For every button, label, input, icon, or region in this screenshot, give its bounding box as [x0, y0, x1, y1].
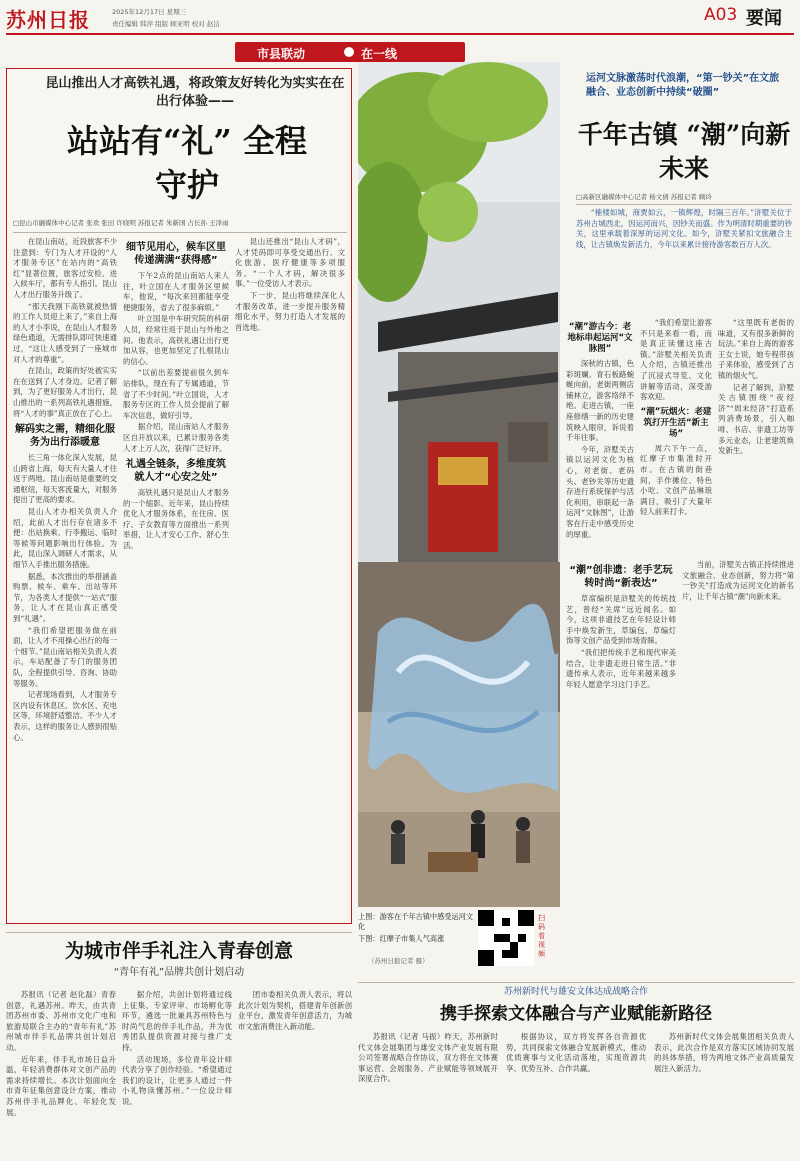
story2-byline: □高新区融媒体中心记者 杨文倩 苏报记者 顾玲: [576, 193, 712, 201]
story1-byline: □昆山市融媒体中心记者 张欢 张田 许晓明 苏报记者 朱新国 占长孙 王泽雨: [13, 219, 229, 227]
story2-lead-text: “榷楼如城，商贾如云，一镇辉煌，时隔三百年。”浒墅关位于苏州古城西北，因运河而兴，因钞关而盛。作为明清时期重要的钞关，这里承载着深厚的运河文化。如今，浒墅关紧扣文旅融合主线，让古镇焕发新活力，今年以来累计接待游客数百万人次。: [576, 208, 792, 249]
paragraph: 根据协议，双方将发挥各自资源优势，共同探索文体融合发展新模式，推动优质赛事与文化活动落地，实现资源共享、优势互补、合作共赢。: [506, 1032, 646, 1073]
story1-column-2: [123, 237, 229, 917]
paragraph: 在昆山，政策的好处被实实在在送到了人才身边。记者了解到，为了更好服务人才出行，昆山推出的一系列高铁礼遇措施，将“人才的事”真正放在了心上。: [13, 366, 117, 418]
paragraph: 下午2点的昆山南站人来人往，叶立国在人才服务区里候车，他说，“每次来回都能享受便捷服务，省去了很多麻烦。”: [123, 271, 229, 312]
story3-top-rule: [6, 932, 352, 933]
ancient-town-photo: [358, 62, 560, 562]
paragraph: 记者现场看到，人才服务专区内设有休息区、饮水区、充电区等，环境舒适整洁。不少人才表示，这样的服务让人感到很贴心。: [13, 690, 117, 742]
qr-code-icon[interactable]: [478, 910, 534, 966]
story1-column-1: [13, 237, 117, 917]
paragraph: 团市委相关负责人表示，将以此次计划为契机，搭建青年创新创业平台，激发青年创意活力，为城市文旅消费注入新动能。: [238, 990, 352, 1031]
story1-kicker: 昆山推出人才高铁礼遇，将政策友好转化为实实在在出行体验——: [45, 76, 345, 109]
paragraph: “这里既有老街的味道，又有很多新鲜的玩法。”来自上海的游客王女士说，她专程带孩子来体验，感受到了古镇的烟火气。: [718, 318, 794, 380]
story3-column-3: [238, 990, 352, 1156]
paragraph: 当前，浒墅关古镇正持续推进文旅融合、业态创新，努力将“第一钞关”打造成为运河文化的新名片，让千年古镇“潮”向新未来。: [682, 560, 794, 601]
story2-column-5: [682, 560, 794, 978]
story3-subtitle: “青年有礼”品牌共创计划启动: [113, 967, 245, 978]
paragraph: 据介绍，共创计划将通过线上征集、专家评审、市场孵化等环节，遴选一批兼具苏州特色与时尚气息的伴手礼作品，并为优秀团队提供资源对接与推广支持。: [122, 990, 232, 1052]
story2-byline-rule: [576, 204, 792, 205]
issue-date: 2025年12月17日 星期三: [112, 8, 187, 16]
story4-kicker: 苏州新时代与雄安文体达成战略合作: [503, 987, 648, 997]
paragraph: “那天我刚下高铁就被热情的工作人员迎上来了，”来自上海的人才小李说，在昆山人才服务绿色通道，无需排队即可快速通过，“这让人感受到了一座城市对人才的尊重”。: [13, 301, 117, 364]
story2-subhead-3: “潮”创非遗：老手艺玩转时尚“新表达”: [569, 565, 673, 589]
paragraph: 深秋的古镇，色彩斑斓。青石板路蜿蜒向前，老街两侧店铺林立，游客络绎不绝。走进古镇，一座座修缮一新的历史建筑映入眼帘，诉说着千年往事。: [566, 359, 634, 443]
paragraph: 周六下午一点，红摩子市集准时开市。在古镇的街巷间，手作摊位、特色小吃、文创产品琳琅满目，吸引了大量年轻人前来打卡。: [640, 443, 712, 517]
story1-subhead-2: 细节见用心，候车区里传递满满“获得感”: [126, 242, 226, 266]
masthead: [0, 0, 800, 38]
paragraph: 据悉，本次推出的举措涵盖购票、候车、乘车、出站等环节，为各类人才提供“一站式”服务，让人才在昆山真正感受到“礼遇”。: [13, 571, 117, 623]
story-kunshan-box: [6, 68, 352, 924]
story1-subhead-1: 解码实之需，精细化服务为出行添暖意: [15, 424, 115, 449]
paragraph: 苏报讯（记者 马振）昨天，苏州新时代文体会展集团与雄安文体产业发展有限公司签署战略合作协议，双方将在文体赛事运营、会展服务、产业赋能等领域展开深度合作。: [358, 1032, 498, 1084]
market-photo: [358, 562, 560, 907]
paragraph: 高铁礼遇只是昆山人才服务的一个缩影。近年来，昆山持续优化人才服务体系，在住房、医疗、子女教育等方面推出一系列举措，让人才安心工作、舒心生活。: [123, 488, 229, 551]
story4-column-1: [358, 1032, 498, 1156]
story1-column-3: [235, 237, 345, 917]
paragraph: 据介绍，昆山南站人才服务区自开放以来，已累计服务各类人才上万人次，获得广泛好评。: [123, 422, 229, 453]
story3-headline: 为城市伴手礼注入青春创意: [64, 940, 293, 962]
story1-byline-rule: [13, 232, 347, 233]
story2-column-3: [718, 318, 794, 550]
paragraph: 记者了解到，浒墅关古镇围绕“夜经济”“周末经济”打造系列消费场景，引入咖啡、书店、非遗工坊等多元业态，让老建筑焕发新生。: [718, 382, 794, 456]
paragraph: 活动现场，多位青年设计师代表分享了创作经验。“希望通过我们的设计，让更多人通过一件小礼物读懂苏州。”一位设计师说。: [122, 1054, 232, 1106]
photo-caption-credit: （苏州日报记者 摄）: [368, 957, 429, 965]
story2-lead: [576, 208, 792, 308]
page-number: A03: [704, 5, 738, 25]
paragraph: 苏报讯（记者 赵化磊）青春创意，礼遇苏州。昨天，由共青团苏州市委、苏州市文化广电和旅游局联合主办的“青年有礼”苏州城市伴手礼品牌共创计划启动。: [6, 990, 116, 1052]
story1-subhead-3: 礼遇全链条，多维度筑就人才“心安之处”: [126, 459, 226, 484]
masthead-rule: [6, 33, 794, 35]
paragraph: 在昆山南站，近段旅客不少注意到：专门为人才开设的“人才服务专区”在站内的“高铁红”显著位置，旅客过安检、进入候车厅，都有专人指引。昆山人才出行服务升级了。: [13, 237, 117, 299]
paragraph: “我们希望让游客不只是来看一看，而是真正读懂这座古镇。”浒墅关相关负责人介绍，古镇还推出了沉浸式导览、文化讲解等活动，深受游客欢迎。: [640, 318, 712, 402]
qr-label: 扫码看视频: [538, 914, 545, 958]
story4-column-3: [654, 1032, 794, 1156]
paragraph: 近年来，伴手礼市场日益升温，年轻消费群体对文创产品的需求持续增长。本次计划面向全市青年征集创意设计方案，推动苏州伴手礼品牌化、年轻化发展。: [6, 1054, 116, 1117]
story1-headline: 站站有“礼” 全程守护: [67, 122, 307, 204]
story2-headline: 千年古镇 “潮”向新未来: [577, 120, 791, 183]
paragraph: “我们希望把服务做在前面，让人才不用操心出行的每一个细节。”昆山南站相关负责人表示，车站配备了专门的服务团队，全程提供引导、咨询、协助等服务。: [13, 625, 117, 688]
paragraph: 今年，浒墅关古镇以运河文化为核心，对老街、老码头、老钞关等历史遗存进行系统保护与活化利用，串联起一条运河“文脉图”，让游客在行走中感受历史的厚重。: [566, 444, 634, 539]
story4-column-2: [506, 1032, 646, 1156]
story3-column-2: [122, 990, 232, 1156]
paragraph: 叶立国是中车研究院的科研人员，经常往返于昆山与外地之间。他表示，高铁礼遇让出行更加从容，也更加坚定了扎根昆山的信心。: [123, 314, 229, 366]
story2-subhead-2: “潮”玩烟火：老建筑打开生活“新主场”: [640, 406, 712, 439]
story2-subhead-1: “潮”游古今：老地标串起运河“文脉图”: [567, 322, 633, 354]
story4-headline: 携手探索文体融合与产业赋能新路径: [440, 1004, 712, 1024]
photo-caption-top: 上图：游客在千年古镇中感受运河文化: [358, 912, 474, 931]
banner-right-label: 在一线: [361, 47, 398, 61]
story3-column-1: [6, 990, 116, 1156]
paragraph: 草席编织是浒墅关的传统技艺，曾经“关席”远近闻名。如今，这项非遗技艺在年轻设计师手中焕发新生，草编包、草编灯饰等文创产品受到市场青睐。: [566, 594, 676, 646]
photo-caption-bottom: 下图：红摩子市集人气高涨: [358, 934, 445, 943]
paragraph: 长三角一体化深入发展，昆山跨省上海，每天有大量人才往返于两地。昆山南站是重要的交通枢纽，每天客流量大，对服务提出了更高的要求。: [13, 453, 117, 505]
section-title: 要闻: [746, 8, 782, 29]
editor-credits: 责任编辑 韩萍 组版 顾亚明 校对 赵洁: [112, 20, 220, 28]
photo-caption-box: [358, 910, 560, 970]
banner-left-label: 市县联动: [257, 47, 306, 61]
banner-dot-icon: [344, 47, 354, 57]
section-banner: [235, 42, 465, 62]
story2-column-2: [640, 318, 712, 550]
newspaper-logo: 苏州日报: [6, 8, 90, 32]
story2-kicker: 运河文脉激荡时代浪潮，“第一钞关”在文旅融合、业态创新中持续“破圈”: [586, 73, 780, 98]
paragraph: 下一步，昆山将继续深化人才服务改革，进一步提升服务精细化水平，努力打造人才发展的首选地。: [235, 290, 345, 332]
paragraph: 昆山人才办相关负责人介绍，此前人才出行存在诸多不便：出站换乘、行李搬运、临时等候等问题影响出行体验。为此，昆山深入调研人才需求，从细节入手推出服务措施。: [13, 507, 117, 570]
paragraph: “我们把传统手艺和现代审美结合，让非遗走进日常生活。”非遗传承人表示，近年来越来越多年轻人愿意学习这门手艺。: [566, 647, 676, 689]
paragraph: “以前出差要提前很久到车站排队，现在有了专属通道，节省了不少时间。”叶立国说，人才服务专区的工作人员会提前了解车次信息，做好引导。: [123, 368, 229, 420]
story2-column-4: [566, 560, 676, 978]
paragraph: 昆山还推出“昆山人才码”，人才凭码即可享受交通出行、文化旅游、医疗健康等多项服务。“一个人才码，解决很多事。”一位受访人才表示。: [235, 237, 345, 289]
story2-column-1: [566, 318, 634, 550]
story4-top-rule: [358, 982, 794, 983]
paragraph: 苏州新时代文体会展集团相关负责人表示，此次合作是双方落实区域协同发展的具体举措，将为两地文体产业高质量发展注入新活力。: [654, 1032, 794, 1073]
